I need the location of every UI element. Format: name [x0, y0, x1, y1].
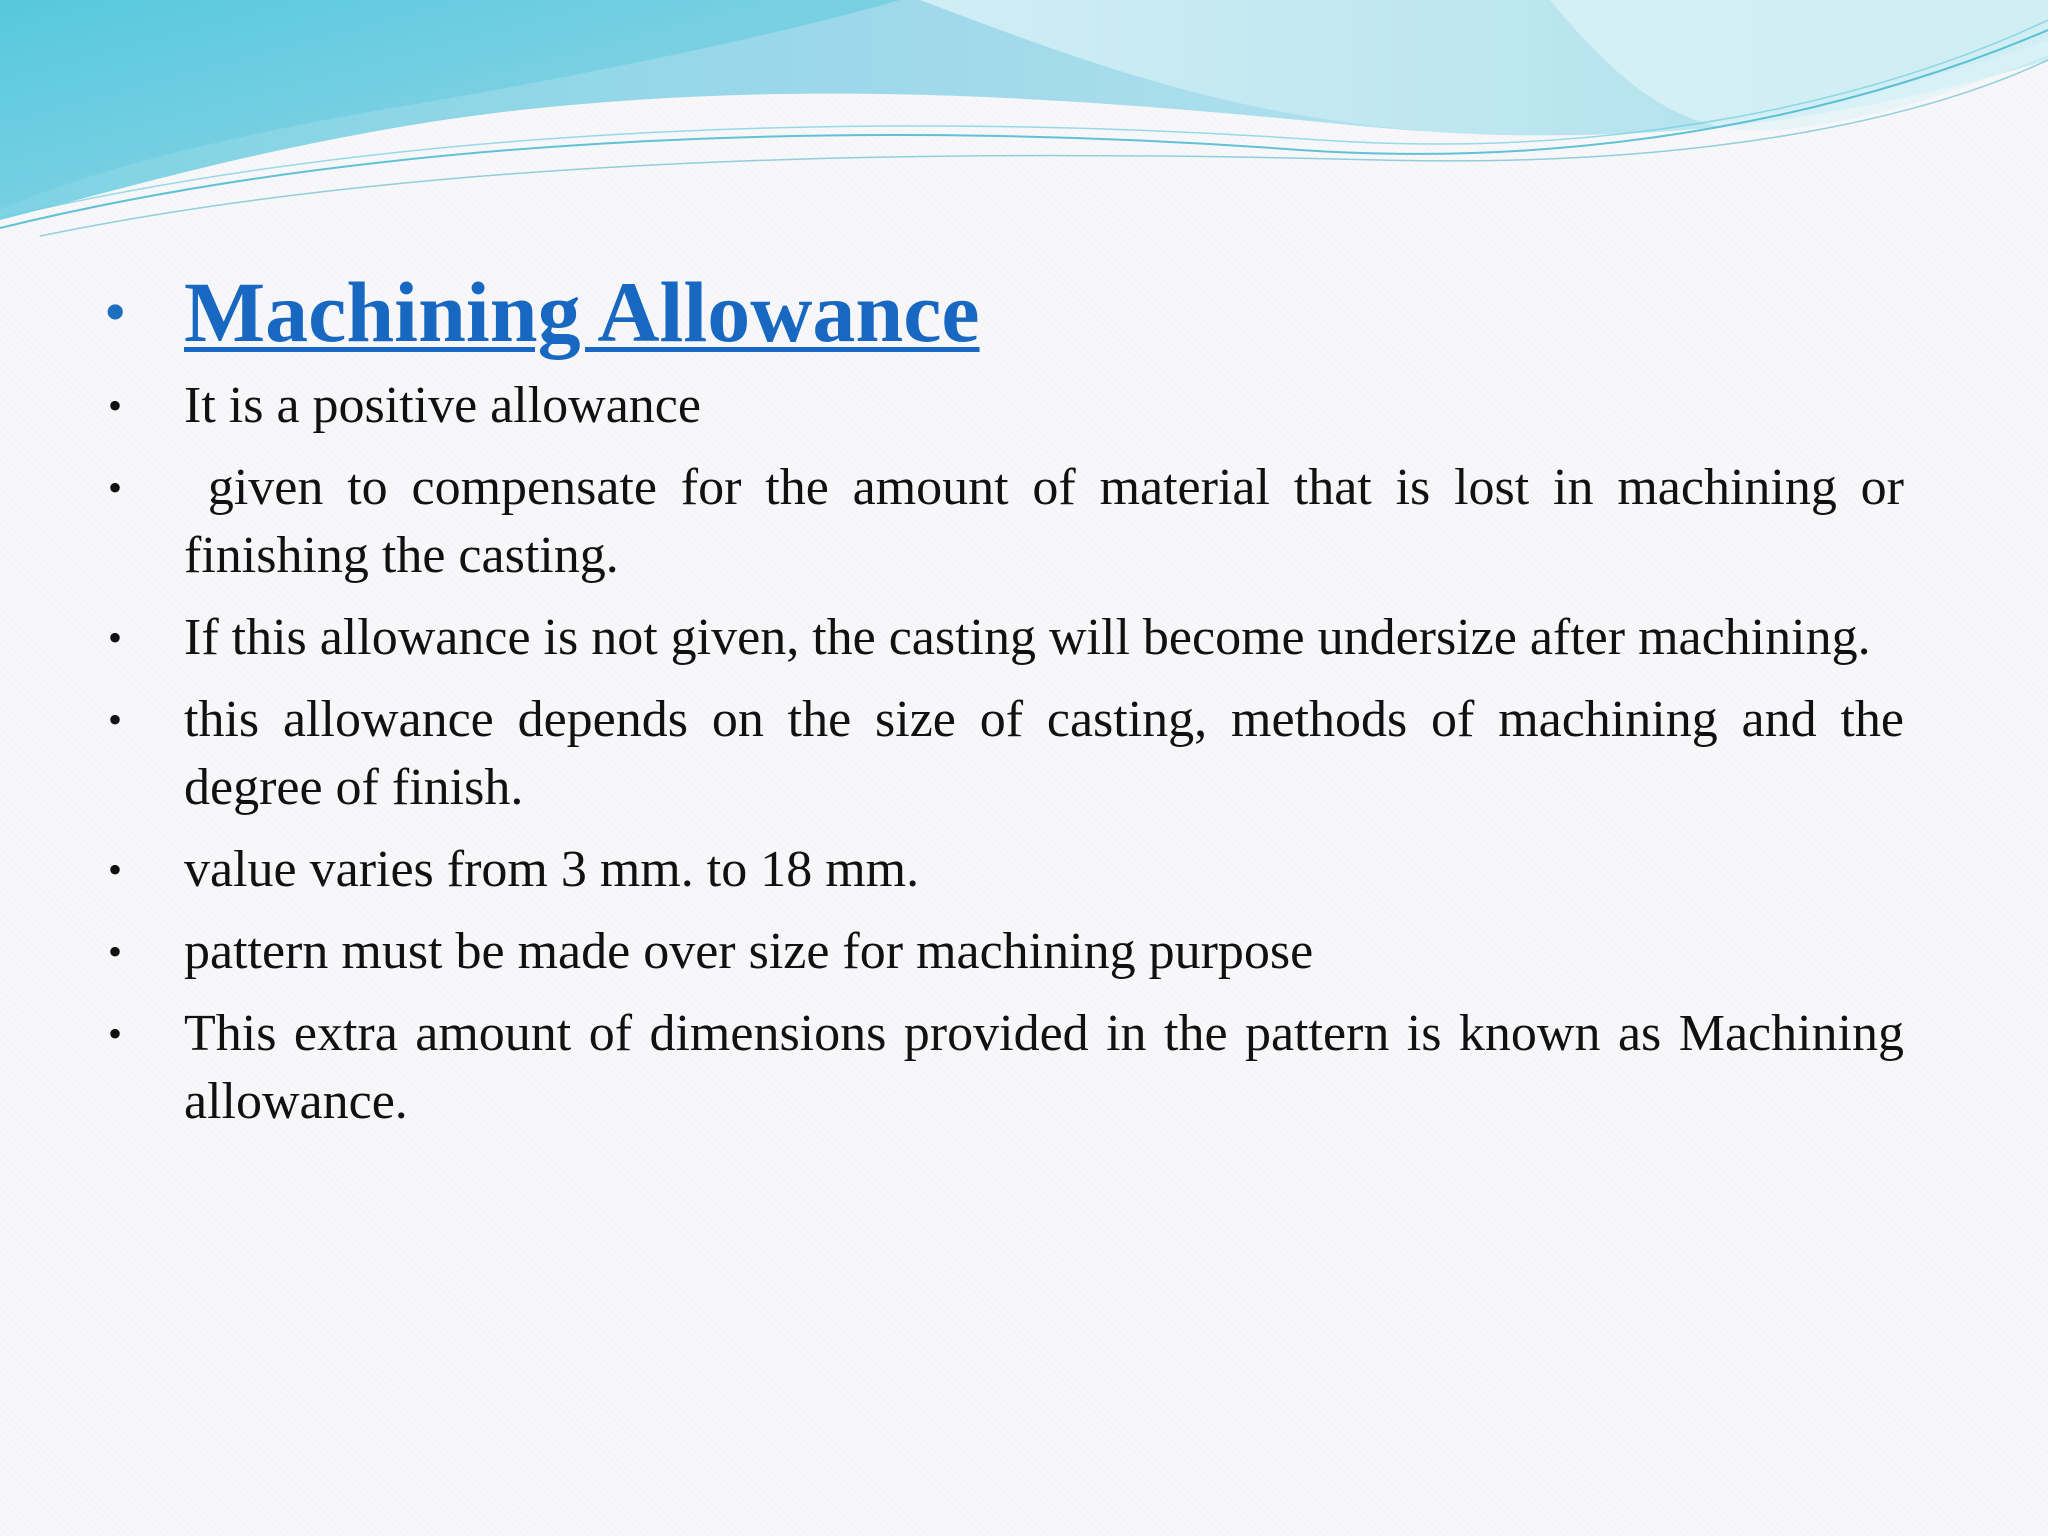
- heading-row: [104, 262, 1904, 362]
- slide-heading: Machining Allowance: [184, 264, 980, 360]
- list-item-text: It is a positive allowance: [184, 377, 701, 434]
- bullet-glyph: •: [108, 465, 123, 510]
- list-item-text: given to compensate for the amount of material that is lost in machining or finishing the casting.: [184, 459, 1904, 584]
- list-item-text: If this allowance is not given, the casting will become undersize after machining.: [184, 609, 1871, 666]
- header-wave-decoration: [0, 0, 2048, 240]
- bullet-glyph: •: [108, 1011, 123, 1056]
- list-item: [104, 372, 1904, 440]
- bullet-glyph: •: [108, 383, 123, 428]
- list-item-text: This extra amount of dimensions provided in the pattern is known as Machining allowance.: [184, 1005, 1904, 1130]
- list-item: [104, 454, 1904, 590]
- list-item: [104, 604, 1904, 672]
- slide-content: [104, 262, 1904, 1150]
- bullet-glyph: •: [108, 615, 123, 660]
- bullet-glyph: •: [108, 847, 123, 892]
- list-item-text: value varies from 3 mm. to 18 mm.: [184, 841, 920, 898]
- bullet-glyph: •: [108, 929, 123, 974]
- list-item: [104, 836, 1904, 904]
- bullet-glyph: •: [108, 697, 123, 742]
- bullet-list: [104, 372, 1904, 1136]
- list-item: [104, 918, 1904, 986]
- list-item-text: pattern must be made over size for machining purpose: [184, 923, 1314, 980]
- list-item: [104, 686, 1904, 822]
- list-item-text: this allowance depends on the size of casting, methods of machining and the degree of finish.: [184, 691, 1904, 816]
- heading-bullet: •: [104, 276, 127, 347]
- list-item: [104, 1000, 1904, 1136]
